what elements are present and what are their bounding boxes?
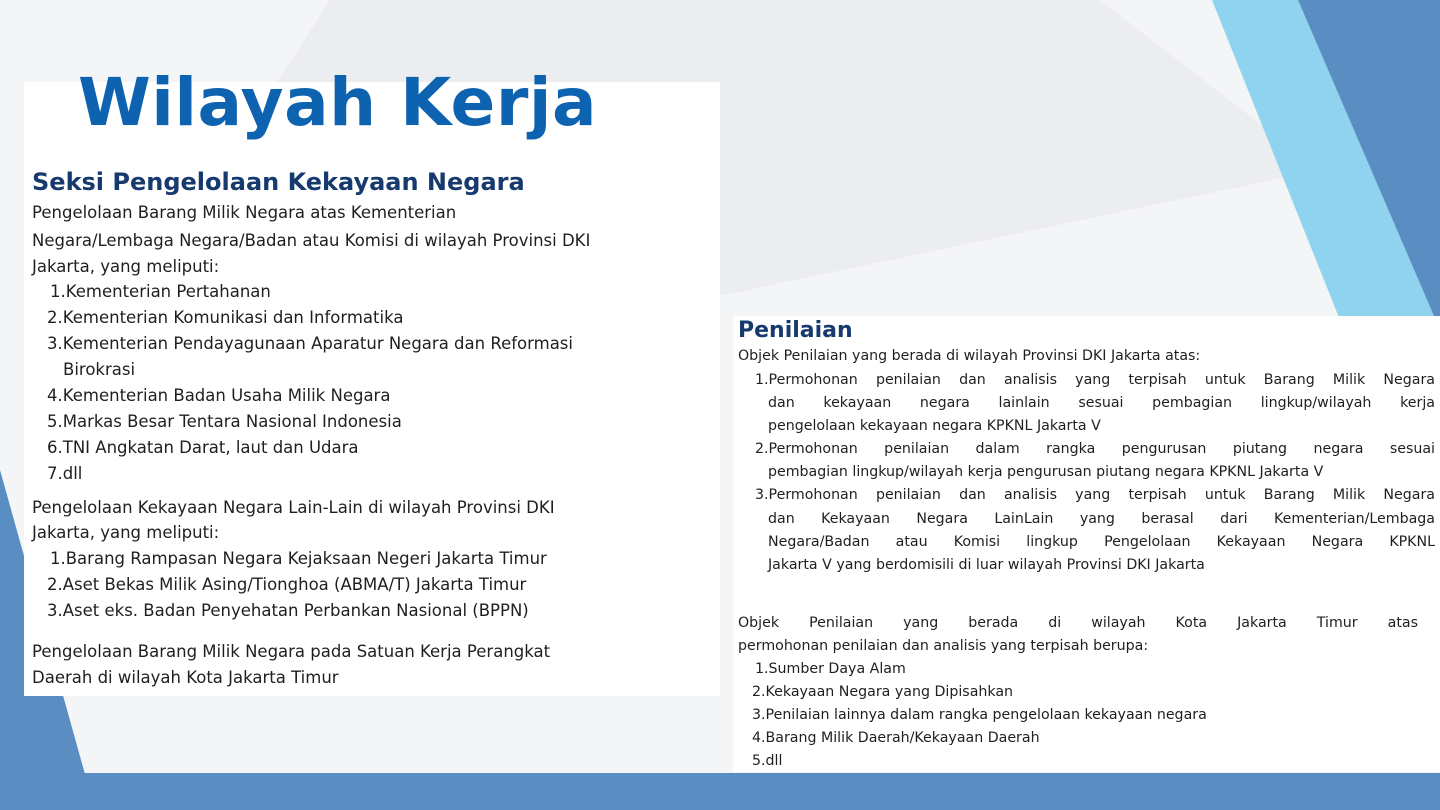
penilaian-list-item-continuation: dan kekayaan negara lainlain sesuai pembagian lingkup/wilayah kerja	[768, 395, 1435, 411]
penilaian-intro-line: Objek Penilaian yang berada di wilayah Kota Jakarta Timur atas	[738, 615, 1418, 631]
seksi-intro-line: Pengelolaan Kekayaan Negara Lain-Lain di wilayah Provinsi DKI	[32, 498, 555, 517]
penilaian-list-item: 2.Permohonan penilaian dalam rangka pengurusan piutang negara sesuai	[755, 441, 1435, 457]
seksi-intro-line: Jakarta, yang meliputi:	[32, 523, 220, 542]
seksi-intro-line: Pengelolaan Barang Milik Negara atas Kementerian	[32, 203, 457, 222]
page-title: Wilayah Kerja	[78, 64, 598, 141]
seksi-list-item: 2.Aset Bekas Milik Asing/Tionghoa (ABMA/T) Jakarta Timur	[47, 575, 527, 594]
seksi-list-item-continuation: Birokrasi	[63, 360, 136, 379]
seksi-list-item: 5.Markas Besar Tentara Nasional Indonesia	[47, 412, 402, 431]
seksi-intro-line: Daerah di wilayah Kota Jakarta Timur	[32, 668, 339, 687]
penilaian-list-item: 4.Barang Milik Daerah/Kekayaan Daerah	[752, 730, 1040, 746]
seksi-list-item: 6.TNI Angkatan Darat, laut dan Udara	[47, 438, 359, 457]
penilaian-list-item: 3.Penilaian lainnya dalam rangka pengelolaan kekayaan negara	[752, 707, 1207, 723]
seksi-intro-line: Negara/Lembaga Negara/Badan atau Komisi di wilayah Provinsi DKI	[32, 231, 591, 250]
penilaian-intro-line: permohonan penilaian dan analisis yang terpisah berupa:	[738, 638, 1149, 654]
section-title-penilaian: Penilaian	[738, 318, 853, 343]
penilaian-list-item-continuation: pembagian lingkup/wilayah kerja pengurusan piutang negara KPKNL Jakarta V	[768, 464, 1324, 480]
penilaian-list-item: 2.Kekayaan Negara yang Dipisahkan	[752, 684, 1014, 700]
penilaian-list-item-continuation: Jakarta V yang berdomisili di luar wilayah Provinsi DKI Jakarta	[768, 557, 1205, 573]
penilaian-list-item-continuation: dan Kekayaan Negara LainLain yang berasal dari Kementerian/Lembaga	[768, 511, 1435, 527]
penilaian-list-item: 3.Permohonan penilaian dan analisis yang terpisah untuk Barang Milik Negara	[755, 487, 1435, 503]
seksi-list-item: 1.Barang Rampasan Negara Kejaksaan Negeri Jakarta Timur	[50, 549, 547, 568]
seksi-list-item: 4.Kementerian Badan Usaha Milik Negara	[47, 386, 391, 405]
penilaian-list-item: 1.Sumber Daya Alam	[755, 661, 906, 677]
seksi-list-item: 3.Kementerian Pendayagunaan Aparatur Negara dan Reformasi	[47, 334, 573, 353]
seksi-intro-line: Pengelolaan Barang Milik Negara pada Satuan Kerja Perangkat	[32, 642, 551, 661]
accent-band-bottom	[0, 773, 1440, 810]
penilaian-list-item: 1.Permohonan penilaian dan analisis yang terpisah untuk Barang Milik Negara	[755, 372, 1435, 388]
penilaian-intro-line: Objek Penilaian yang berada di wilayah Provinsi DKI Jakarta atas:	[738, 348, 1201, 364]
seksi-list-item: 2.Kementerian Komunikasi dan Informatika	[47, 308, 404, 327]
penilaian-list-item-continuation: Negara/Badan atau Komisi lingkup Pengelolaan Kekayaan Negara KPKNL	[768, 534, 1435, 550]
seksi-list-item: 3.Aset eks. Badan Penyehatan Perbankan Nasional (BPPN)	[47, 601, 529, 620]
seksi-list-item: 7.dll	[47, 464, 83, 483]
seksi-intro-line: Jakarta, yang meliputi:	[32, 257, 220, 276]
penilaian-list-item: 5.dll	[752, 753, 783, 769]
seksi-list-item: 1.Kementerian Pertahanan	[50, 282, 271, 301]
penilaian-list-item-continuation: pengelolaan kekayaan negara KPKNL Jakarta V	[768, 418, 1101, 434]
section-title-seksi: Seksi Pengelolaan Kekayaan Negara	[32, 168, 525, 196]
